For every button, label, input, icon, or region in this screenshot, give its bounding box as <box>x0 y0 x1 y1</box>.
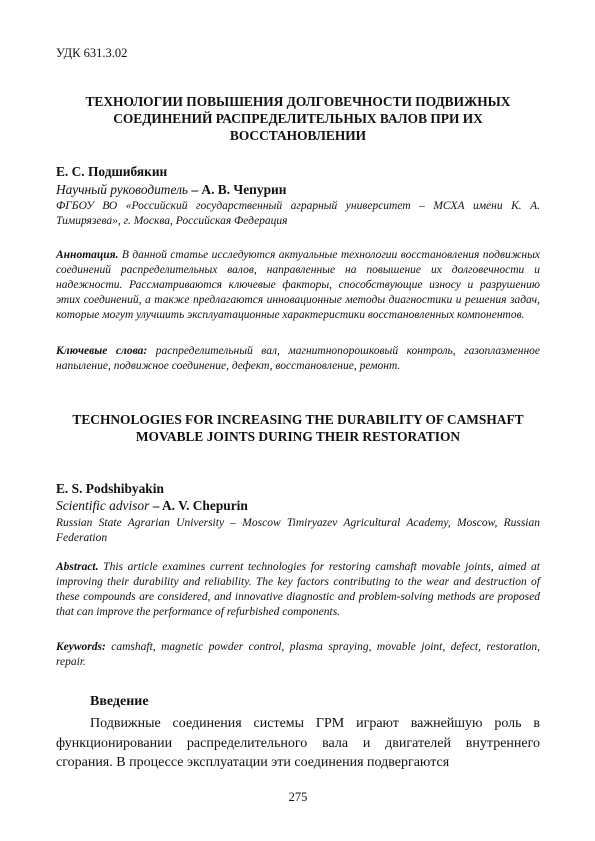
keywords-en <box>56 640 540 670</box>
abstract-label-ru: Аннотация. <box>56 249 119 261</box>
abstract-en <box>56 560 540 620</box>
abstract-text-ru: В данной статье исследуются актуальные технологии восстановления подвижных соединений распределительных валов, направленные на повышение их долговечности и надежности. Рассматриваются ключевые факторы, способствующие износу и разрушению этих соединений, а также предлагаются инновационные методы диагностики и решения задач, которые могут улучшить эксплуатационные характеристики восстановленных компонентов. <box>56 249 540 321</box>
page-number: 275 <box>288 790 308 804</box>
advisor-name-ru: А. В. Чепурин <box>201 182 287 197</box>
title-ru: ТЕХНОЛОГИИ ПОВЫШЕНИЯ ДОЛГОВЕЧНОСТИ ПОДВИЖНЫХ СОЕДИНЕНИЙ РАСПРЕДЕЛИТЕЛЬНЫХ ВАЛОВ ПРИ ИХ ВОССТАНОВЛЕНИИ <box>85 94 511 143</box>
affiliation-ru: ФГБОУ ВО «Российский государственный аграрный университет – МСХА имени К. А. Тимирязева», г. Москва, Российская Федерация <box>56 200 540 227</box>
advisor-role-en: Scientific advisor <box>56 498 150 513</box>
keywords-label-ru: Ключевые слова: <box>56 345 148 357</box>
keywords-label-en: Keywords: <box>56 641 106 653</box>
author-ru: Е. С. Подшибякин <box>56 164 168 179</box>
advisor-name-en: A. V. Chepurin <box>162 498 248 513</box>
author-en: E. S. Podshibyakin <box>56 481 164 496</box>
advisor-ru <box>56 181 540 198</box>
advisor-sep-ru: – <box>188 182 202 197</box>
keywords-ru <box>56 344 540 374</box>
advisor-sep-en: – <box>149 498 162 513</box>
advisor-role-ru: Научный руководитель <box>56 182 189 197</box>
abstract-ru <box>56 248 540 323</box>
title-en: TECHNOLOGIES FOR INCREASING THE DURABILITY OF CAMSHAFT MOVABLE JOINTS DURING THEIR RESTORATION <box>72 412 524 444</box>
intro-paragraph: Подвижные соединения системы ГРМ играют важнейшую роль в функционировании распределительного вала и двигателей внутреннего сгорания. В процессе эксплуатации эти соединения подвергаются <box>56 716 540 770</box>
advisor-en <box>56 497 540 514</box>
abstract-text-en: This article examines current technologies for restoring camshaft movable joints, aimed at improving their durability and reliability. The key factors contributing to the wear and destruction of these compounds are considered, and innovative diagnostic and problem-solving methods are proposed that can improve the performance of refurbished components. <box>56 561 540 618</box>
affiliation-en: Russian State Agrarian University – Moscow Timiryazev Agricultural Academy, Moscow, Russian Federation <box>56 517 540 544</box>
udk-code: УДК 631.3.02 <box>56 46 128 60</box>
keywords-text-ru: распределительный вал, магнитнопорошковый контроль, газоплазменное напыление, подвижное соединение, дефект, восстановление, ремонт. <box>56 345 541 372</box>
abstract-label-en: Abstract. <box>56 561 99 573</box>
keywords-text-en: camshaft, magnetic powder control, plasma spraying, movable joint, defect, restoration, repair. <box>56 641 540 668</box>
intro-heading: Введение <box>90 694 149 709</box>
